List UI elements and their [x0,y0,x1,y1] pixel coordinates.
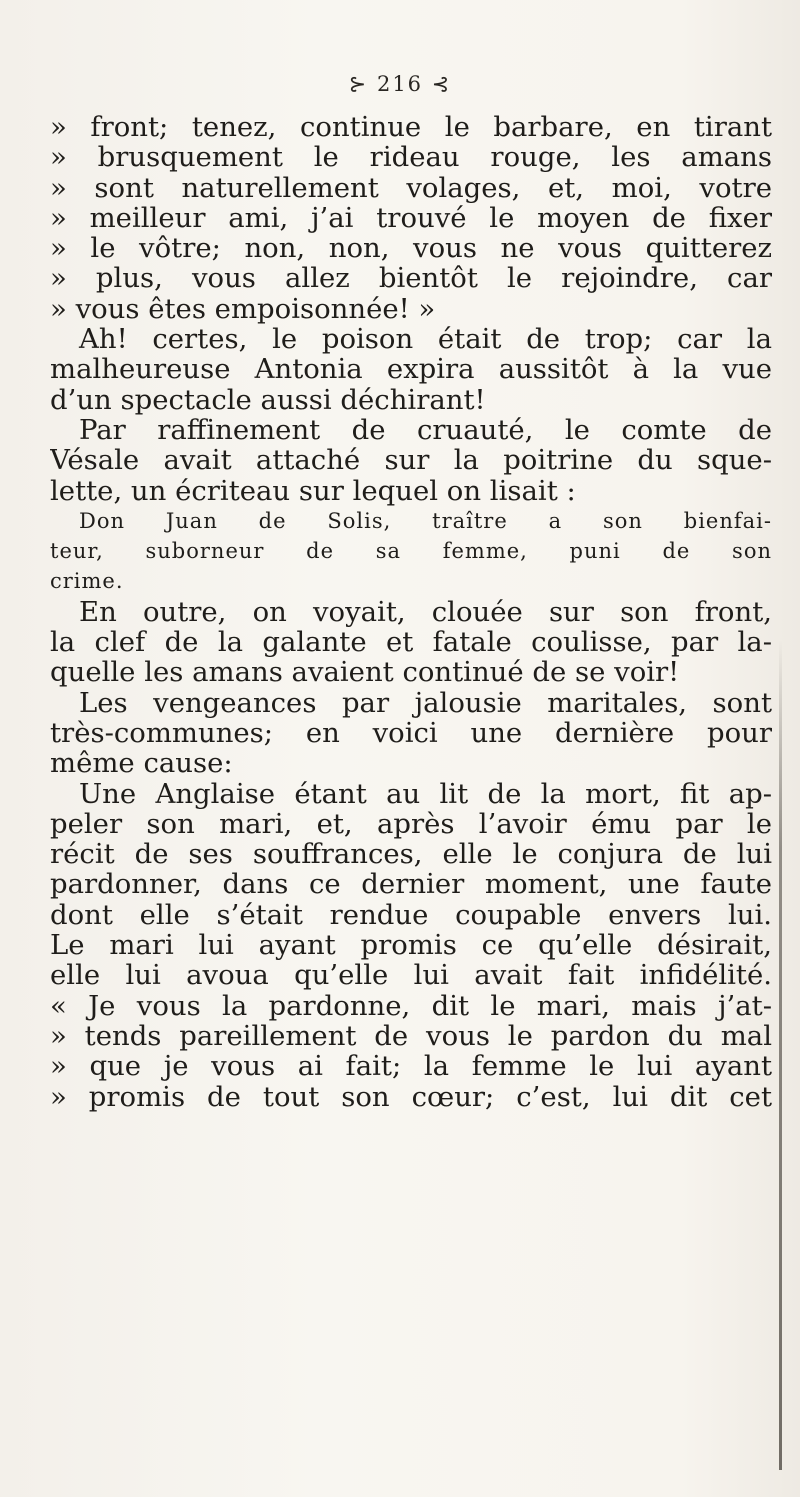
text-line: la clef de la galante et fatale coulisse, par la- [50,627,772,658]
header-ornament-right: ⊰ [423,72,452,96]
inscription-line: teur, suborneur de sa femme, puni de son [50,539,772,564]
text-line: Les vengeances par jalousie maritales, sont [79,687,772,718]
text-line: » le vôtre; non, non, vous ne vous quitterez [50,233,772,264]
text-line: Par raffinement de cruauté, le comte de [79,414,772,446]
text-line: d’un spectacle aussi déchirant! [50,384,486,415]
body-text [50,112,772,1112]
text-line: même cause: [50,748,233,779]
inscription-line: crime. [50,569,124,594]
text-line: » plus, vous allez bientôt le rejoindre, car [50,263,772,294]
text-line: dont elle s’était rendue coupable envers lui. [50,899,772,931]
text-line: lette, un écriteau sur lequel on lisait : [50,475,576,506]
page-number: 216 [376,72,424,96]
text-line: » promis de tout son cœur; c’est, lui dit cet [50,1081,772,1112]
page-edge-shadow [779,640,782,1470]
header-ornament-left: ⊱ [348,72,377,96]
text-line: Vésale avait attaché sur la poitrine du sque- [50,445,772,476]
text-line: » meilleur ami, j’ai trouvé le moyen de fixer [50,202,772,234]
text-line: » que je vous ai fait; la femme le lui ayant [50,1051,772,1082]
text-line: Une Anglaise étant au lit de la mort, fit ap- [79,778,772,809]
text-line: peler son mari, et, après l’avoir ému par le [50,808,772,840]
text-line: » sont naturellement volages, et, moi, votre [50,172,772,203]
text-line: très-communes; en voici une dernière pour [50,717,772,749]
text-line: » front; tenez, continue le barbare, en tirant [50,112,772,143]
text-line: pardonner, dans ce dernier moment, une faute [50,869,772,900]
text-line: » brusquement le rideau rouge, les amans [50,142,772,173]
inscription-line: Don Juan de Solis, traître a son bienfai- [79,508,772,533]
text-line: Le mari lui ayant promis ce qu’elle désirait, [50,930,772,961]
text-line: « Je vous la pardonne, dit le mari, mais j’at- [50,990,772,1021]
text-line: elle lui avoua qu’elle lui avait fait infidélité. [50,960,772,991]
text-line: malheureuse Antonia expira aussitôt à la vue [50,354,772,385]
text-line: » vous êtes empoisonnée! » [50,293,436,325]
text-line: récit de ses souffrances, elle le conjura de lui [50,839,772,870]
text-line: quelle les amans avaient continué de se voir! [50,657,680,688]
text-line: Ah! certes, le poison était de trop; car la [79,324,772,355]
text-line: En outre, on voyait, clouée sur son front, [79,596,772,628]
text-line: » tends pareillement de vous le pardon du mal [50,1020,772,1052]
page-header [0,72,800,96]
